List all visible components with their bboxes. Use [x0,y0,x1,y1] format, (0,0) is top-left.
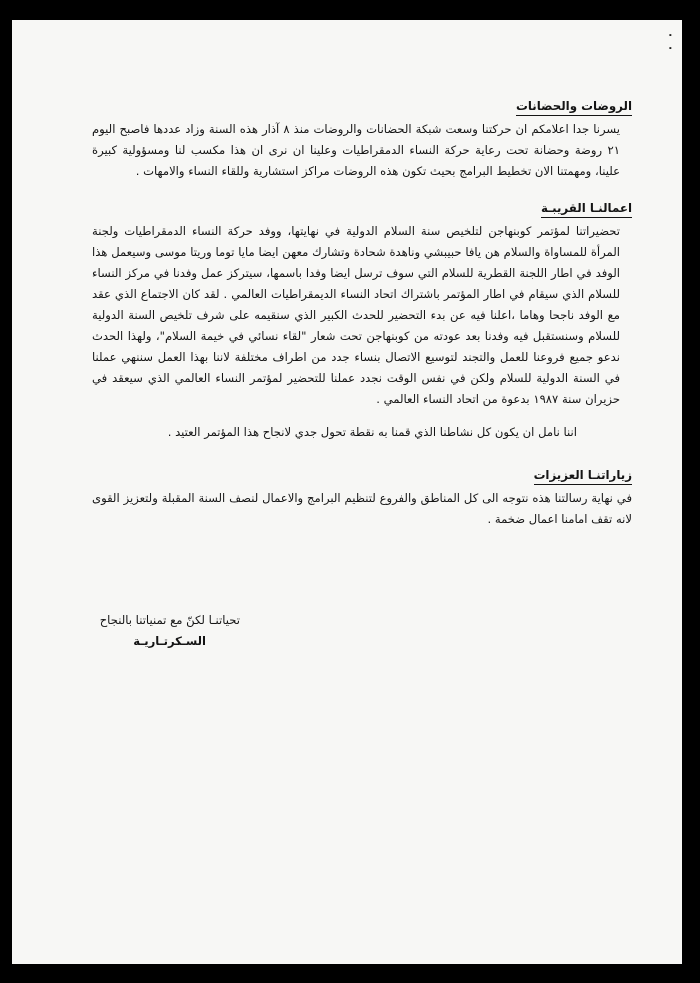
section-paragraph: يسرنا جدا اعلامكم ان حركتنا وسعت شبكة الحضانات والروضات منذ ٨ آذار هذه السنة وزاد عددها فاصبح اليوم ٢١ روضة وحضانة تحت رعاية حركة النساء الدمقراطيات وعلينا ان نرى ان هذا مكسب لنا ومسؤولية كبيرة علينا، ومهمتنا الان تخطيط البرامج بحيث تكون هذه الروضات مراكز استشارية وللقاء النساء والامهات . [92,122,620,178]
section-paragraph: في نهاية رسالتنا هذه نتوجه الى كل المناطق والفروع لتنظيم البرامج والاعمال لنصف السنة المقبلة ولتعزيز القوى لانه تقف امامنا اعمال ضخمة . [92,491,632,526]
corner-mark: ٠ ٠ [667,28,674,54]
section-heading: الروضات والحضانات [516,98,632,116]
signoff-signature: السـكرتـاريـة [133,634,206,648]
section-visits [92,465,632,530]
signoff [40,610,240,652]
section-upcoming-work [92,198,632,443]
section-heading: اعمالنـا القريبـة [541,200,632,218]
document-body [92,96,632,530]
signoff-greeting: تحياتنـا لكنّ مع تمنياتنا بالنجاح [99,613,240,627]
section-paragraph: تحضيراتنا لمؤتمر كوبنهاجن لتلخيص سنة السلام الدولية في نهايتها، ووفد حركة النساء الدمقراطيات ولجنة المرأة للمساواة والسلام هن يافا حبيبشي وناهدة شحادة وتشارك معهن ايضا مايا توما وريتا موسى وسيعمل هذا الوفد في اطار اللجنة القطرية للسلام التي سوف ترسل ايضا وفدا باسمها، سيتركز عمل وفدنا في مركز النساء للسلام الذي سيقام في اطار المؤتمر باشتراك اتحاد النساء الديمقراطيات العالمي . لقد كان الاجتماع الذي عقد مع الوفد ناجحا وهاما ،اعلنا فيه عن بدء التحضير للحدث الكبير الذي سنقيمه على شرف تلخيص السنة الدولية للسلام وسنستقبل فيه وفدنا بعد عودته من كوبنهاجن تحت شعار "لقاء نسائي في خيمة السلام"، ولهذا الحدث ندعو جميع فروعنا للعمل والتجند لتوسيع الاتصال بنساء جدد من اطراف مختلفة لاننا بهذا العمل سننهي عملنا في السنة الدولية للسلام ولكن في نفس الوقت نجدد عملنا للتحضير لمؤتمر النساء العالمي الذي سيعقد في حزيران سنة ١٩٨٧ بدعوة من اتحاد النساء العالمي . [92,224,620,406]
section-kindergartens [92,96,632,182]
section-heading: زياراتنـا العزيزات [534,467,632,485]
closing-paragraph: اننا نامل ان يكون كل نشاطنا الذي قمنا به نقطة تحول جدي لانجاح هذا المؤتمر العتيد . [167,425,577,439]
document-page [12,20,682,964]
